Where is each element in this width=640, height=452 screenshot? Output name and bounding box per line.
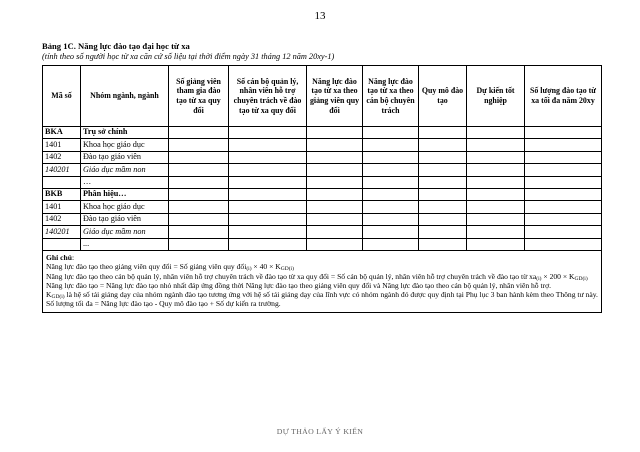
note-2-sub-i: (i) <box>536 275 542 282</box>
empty-cell <box>419 238 467 250</box>
empty-cell <box>307 176 363 188</box>
empty-cell <box>467 238 525 250</box>
empty-cell <box>419 201 467 213</box>
note-2-text: Năng lực đào tạo theo cán bộ quản lý, nhân viên hỗ trợ chuyên trách về đào tạo từ xa quy đổi = Số cán bộ quản lý, nhân viên hỗ trợ chuyên trách về đào tạo từ xa <box>46 271 537 281</box>
col-header-code: Mã số <box>43 66 81 127</box>
empty-cell <box>307 238 363 250</box>
col-header-max-enrollment: Số lượng đào tạo từ xa tối đa năm 20xy <box>525 66 602 127</box>
row-major-name: Khoa học giáo dục <box>81 201 169 213</box>
note-1-text: Năng lực đào tạo theo giảng viên quy đổi = Số giảng viên quy đổi <box>46 262 247 272</box>
empty-cell <box>467 213 525 225</box>
row-code: 1402 <box>43 151 81 163</box>
empty-cell <box>419 151 467 163</box>
row-major-name: ... <box>81 238 169 250</box>
col-header-staff: Số cán bộ quản lý, nhân viên hỗ trợ chuyên trách về đào tạo từ xa quy đổi <box>229 66 307 127</box>
row-major-name: Đào tạo giáo viên <box>81 213 169 225</box>
note-2-formula: × 200 × K <box>541 271 575 281</box>
table-body <box>43 127 602 251</box>
note-line-1 <box>46 262 598 271</box>
empty-cell <box>525 139 602 151</box>
page-number: 13 <box>314 10 326 22</box>
empty-cell <box>307 151 363 163</box>
empty-cell <box>467 127 525 139</box>
note-line-4 <box>46 290 598 299</box>
empty-cell <box>419 188 467 200</box>
note-1-sub-gd: GD(i) <box>280 266 294 273</box>
empty-cell <box>363 151 419 163</box>
empty-cell <box>229 226 307 238</box>
table-row <box>43 213 602 225</box>
empty-cell <box>363 238 419 250</box>
empty-cell <box>229 238 307 250</box>
table-header-row <box>43 66 602 127</box>
empty-cell <box>363 188 419 200</box>
empty-cell <box>307 164 363 176</box>
row-major-name: Giáo dục mầm non <box>81 226 169 238</box>
row-major-name: Đào tạo giáo viên <box>81 151 169 163</box>
empty-cell <box>525 127 602 139</box>
table-title: Bảng 1C. Năng lực đào tạo đại học từ xa <box>42 41 190 51</box>
col-header-capacity-lecturers: Năng lực đào tạo từ xa theo giảng viên quy đổi <box>307 66 363 127</box>
draft-footer: DỰ THẢO LẤY Ý KIẾN <box>276 427 364 436</box>
empty-cell <box>467 164 525 176</box>
table-row <box>43 201 602 213</box>
empty-cell <box>363 226 419 238</box>
empty-cell <box>229 201 307 213</box>
table-row <box>43 176 602 188</box>
table-row <box>43 151 602 163</box>
empty-cell <box>363 139 419 151</box>
col-header-lecturers: Số giảng viên tham gia đào tạo từ xa quy đổi <box>169 66 229 127</box>
empty-cell <box>229 127 307 139</box>
empty-cell <box>169 176 229 188</box>
note-2-sub-gd: GD(i) <box>574 275 588 282</box>
empty-cell <box>467 226 525 238</box>
row-major-name: … <box>81 176 169 188</box>
empty-cell <box>169 226 229 238</box>
empty-cell <box>363 213 419 225</box>
empty-cell <box>307 213 363 225</box>
row-code: 140201 <box>43 164 81 176</box>
row-code <box>43 176 81 188</box>
row-major-name: Trụ sở chính <box>81 127 169 139</box>
notes-cell <box>43 250 602 312</box>
notes-title-colon: : <box>71 252 75 262</box>
empty-cell <box>169 127 229 139</box>
row-code: 140201 <box>43 226 81 238</box>
empty-cell <box>307 201 363 213</box>
empty-cell <box>307 226 363 238</box>
empty-cell <box>229 188 307 200</box>
empty-cell <box>169 188 229 200</box>
notes-heading <box>46 253 598 262</box>
empty-cell <box>419 164 467 176</box>
empty-cell <box>169 164 229 176</box>
table-subtitle: (tính theo số người học từ xa căn cứ số liệu tại thời điểm ngày 31 tháng 12 năm 20xy-1) <box>42 52 335 61</box>
col-header-scale: Quy mô đào tạo <box>419 66 467 127</box>
empty-cell <box>229 151 307 163</box>
note-4-k: K <box>46 290 52 300</box>
row-code <box>43 238 81 250</box>
empty-cell <box>419 139 467 151</box>
empty-cell <box>307 139 363 151</box>
notes-row <box>43 250 602 312</box>
empty-cell <box>169 201 229 213</box>
empty-cell <box>525 164 602 176</box>
empty-cell <box>363 164 419 176</box>
empty-cell <box>467 139 525 151</box>
empty-cell <box>525 188 602 200</box>
empty-cell <box>169 139 229 151</box>
note-line-3: Năng lực đào tạo = Năng lực đào tạo nhỏ nhất đáp ứng đồng thời Năng lực đào tạo theo giảng viên quy đổi và Năng lực đào tạo theo cán bộ quản lý, nhân viên hỗ trợ. <box>46 280 552 290</box>
empty-cell <box>307 188 363 200</box>
empty-cell <box>169 238 229 250</box>
empty-cell <box>525 213 602 225</box>
note-line-5: Số lượng tối đa = Năng lực đào tạo - Quy mô đào tạo + Số dự kiến ra trường. <box>46 299 281 309</box>
table-row <box>43 164 602 176</box>
table-row <box>43 139 602 151</box>
row-code: BKB <box>43 188 81 200</box>
empty-cell <box>419 176 467 188</box>
row-major-name: Giáo dục mầm non <box>81 164 169 176</box>
empty-cell <box>363 176 419 188</box>
col-header-capacity-staff: Năng lực đào tạo từ xa theo cán bộ chuyên trách <box>363 66 419 127</box>
col-header-major: Nhóm ngành, ngành <box>81 66 169 127</box>
table-row <box>43 226 602 238</box>
empty-cell <box>525 176 602 188</box>
empty-cell <box>525 151 602 163</box>
table-row <box>43 188 602 200</box>
empty-cell <box>467 188 525 200</box>
empty-cell <box>229 139 307 151</box>
empty-cell <box>229 213 307 225</box>
empty-cell <box>229 164 307 176</box>
notes-title: Ghi chú <box>46 252 72 262</box>
empty-cell <box>419 127 467 139</box>
row-code: 1401 <box>43 139 81 151</box>
empty-cell <box>169 151 229 163</box>
empty-cell <box>419 226 467 238</box>
table-row <box>43 127 602 139</box>
empty-cell <box>525 238 602 250</box>
col-header-graduation: Dự kiến tốt nghiệp <box>467 66 525 127</box>
row-major-name: Khoa học giáo dục <box>81 139 169 151</box>
table-row <box>43 238 602 250</box>
note-line-2 <box>46 272 598 281</box>
empty-cell <box>467 201 525 213</box>
empty-cell <box>419 213 467 225</box>
empty-cell <box>169 213 229 225</box>
row-code: BKA <box>43 127 81 139</box>
note-4-sub-gd: GD(i) <box>51 294 65 301</box>
row-major-name: Phân hiệu… <box>81 188 169 200</box>
empty-cell <box>363 127 419 139</box>
note-4-text: là hệ số tải giảng dạy của nhóm ngành đào tạo tương ứng với hệ số tải giảng dạy của lĩnh vực có nhóm ngành đó được quy định tại Phụ lục 3 ban hành kèm theo Thông tư này. <box>64 290 598 300</box>
note-1-sub-i: (i) <box>246 266 252 273</box>
empty-cell <box>363 201 419 213</box>
row-code: 1401 <box>43 201 81 213</box>
capacity-table <box>42 65 602 313</box>
row-code: 1402 <box>43 213 81 225</box>
empty-cell <box>525 226 602 238</box>
empty-cell <box>467 176 525 188</box>
empty-cell <box>467 151 525 163</box>
empty-cell <box>229 176 307 188</box>
empty-cell <box>525 201 602 213</box>
empty-cell <box>307 127 363 139</box>
note-1-formula: × 40 × K <box>251 262 281 272</box>
